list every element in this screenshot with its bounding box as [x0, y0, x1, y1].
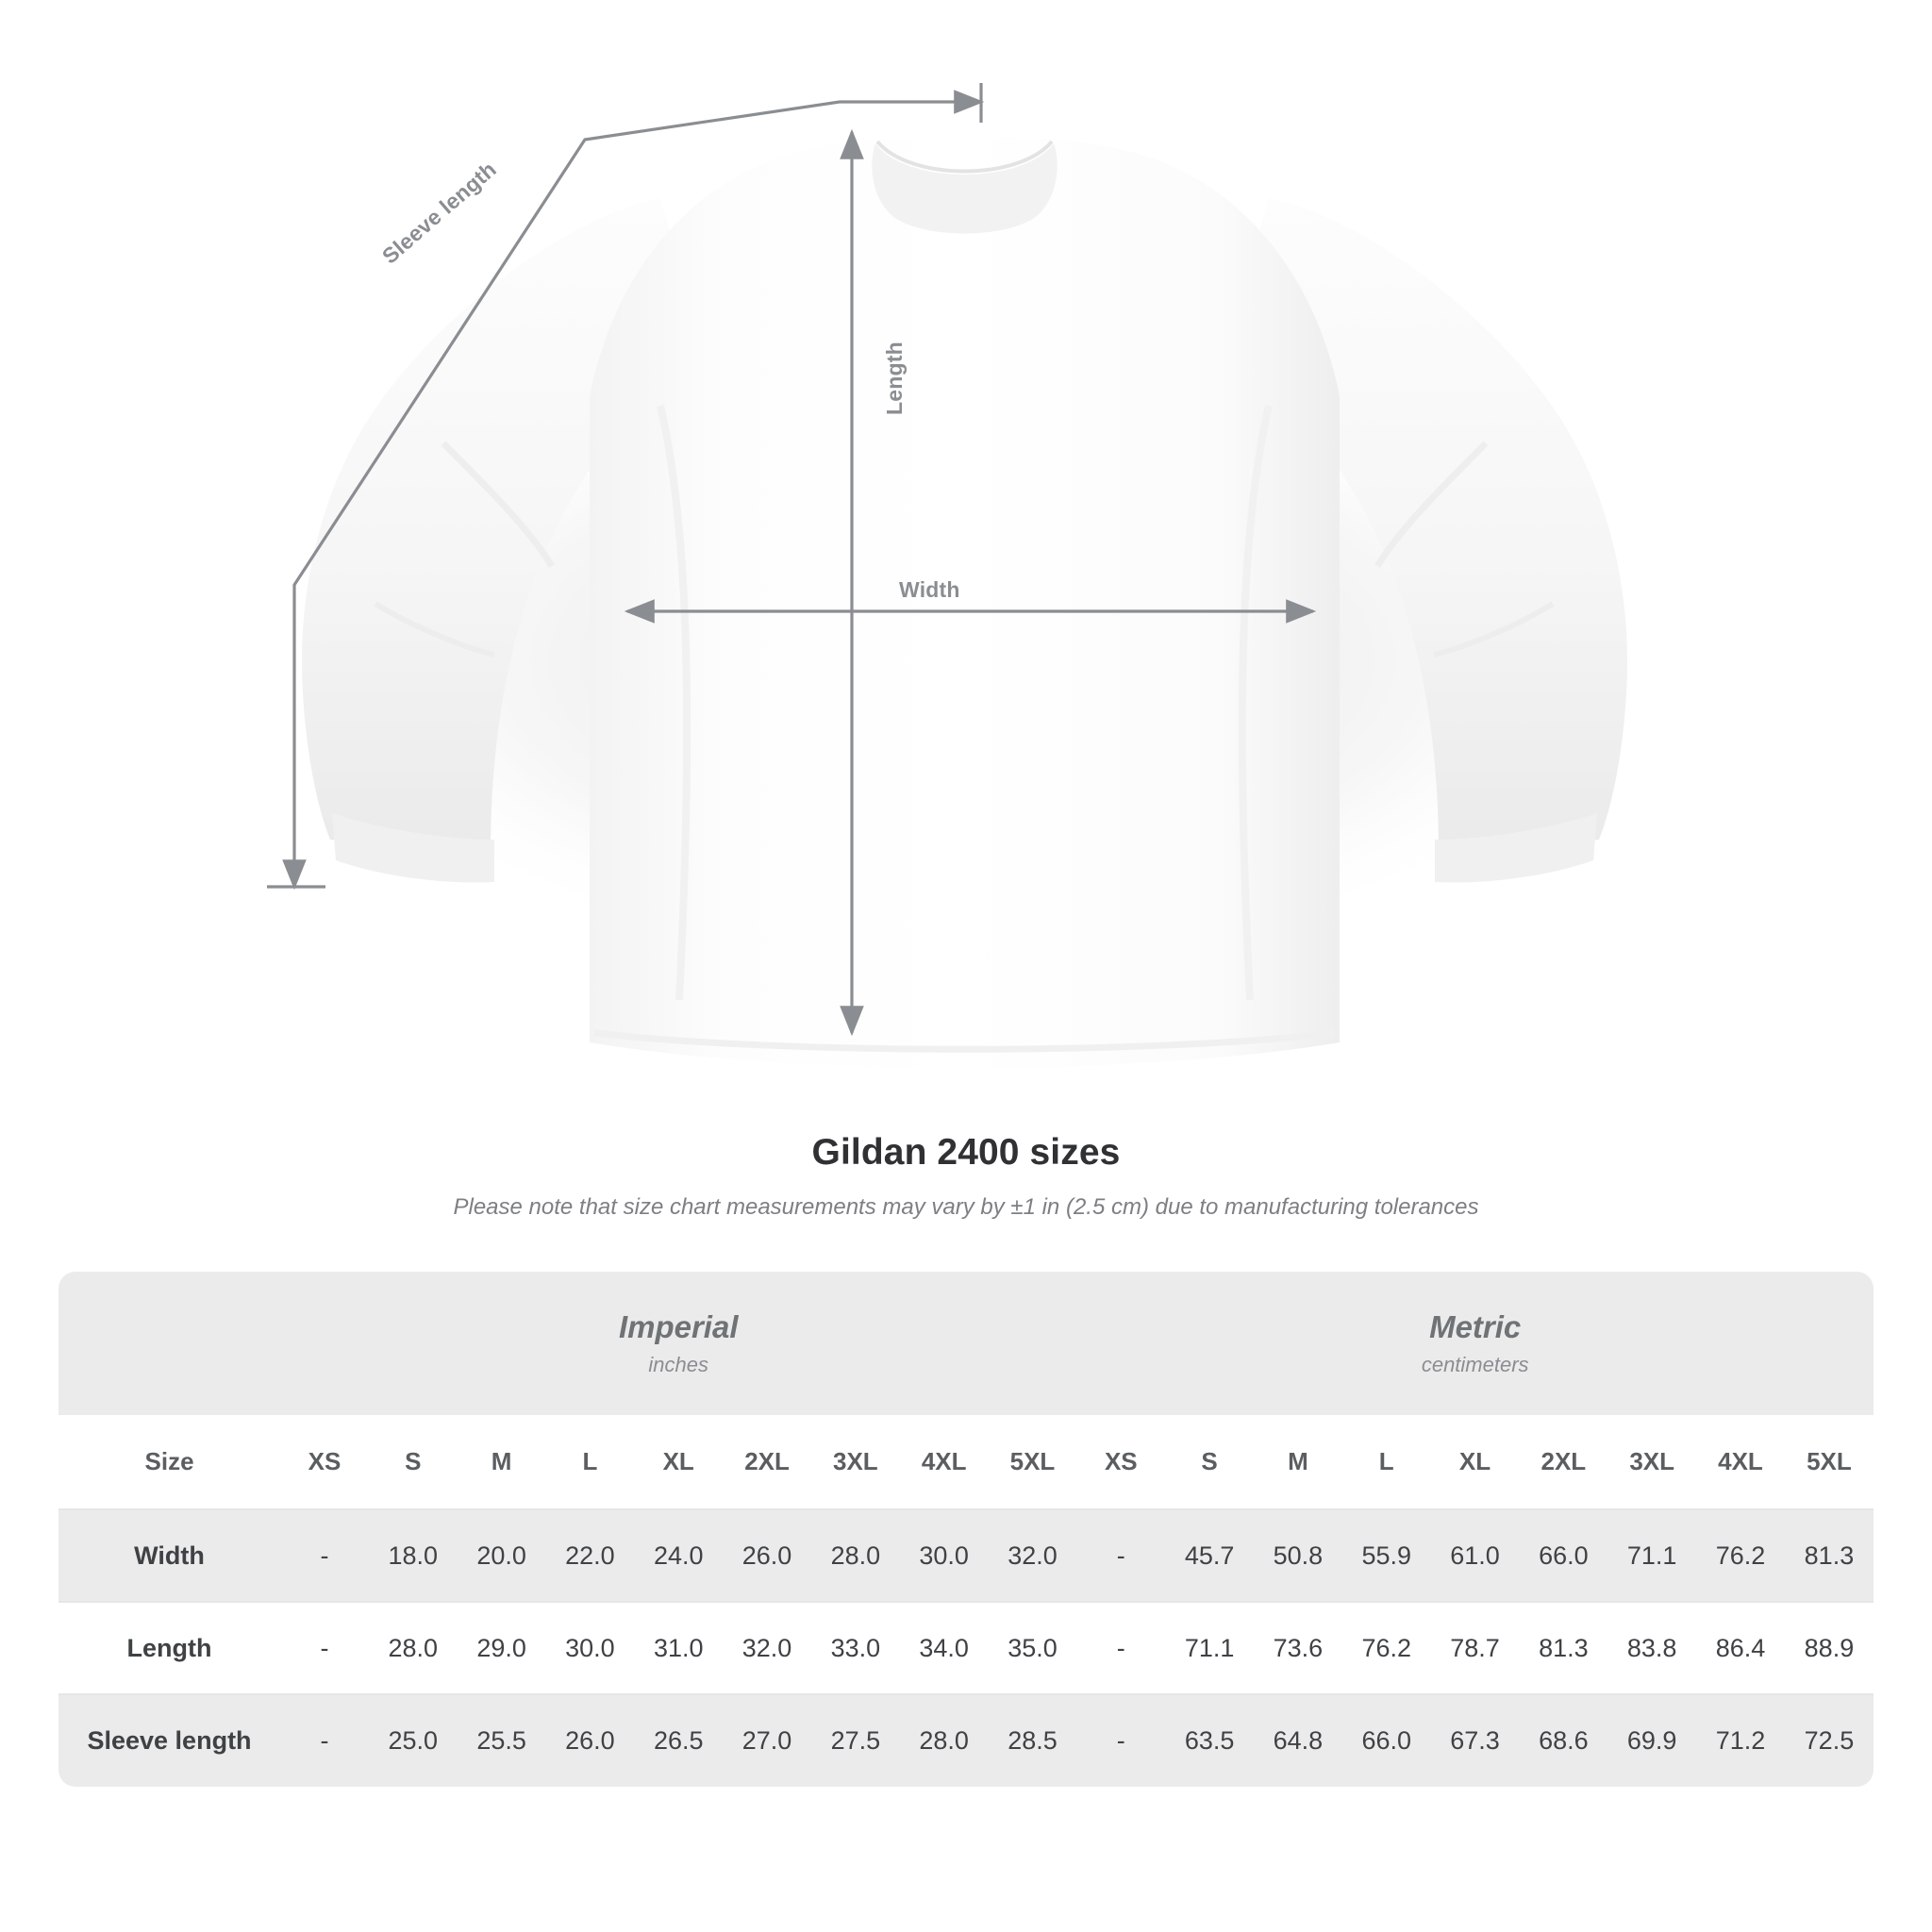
- cell: 67.3: [1431, 1694, 1520, 1787]
- size-col-imperial-2xl: 2XL: [723, 1415, 811, 1509]
- cell: 55.9: [1342, 1509, 1431, 1602]
- cell: 24.0: [634, 1509, 723, 1602]
- tolerance-note: Please note that size chart measurements may vary by ±1 in (2.5 cm) due to manufacturing tolerances: [453, 1194, 1479, 1220]
- cell: 83.8: [1607, 1602, 1696, 1694]
- cell: 86.4: [1696, 1602, 1785, 1694]
- cell: 72.5: [1785, 1694, 1874, 1787]
- cell: 34.0: [900, 1602, 989, 1694]
- cell: 30.0: [900, 1509, 989, 1602]
- unit-imperial-name: Imperial: [618, 1309, 739, 1344]
- cell: 88.9: [1785, 1602, 1874, 1694]
- cell: 68.6: [1519, 1694, 1607, 1787]
- size-col-metric-m: M: [1254, 1415, 1342, 1509]
- unit-metric-sub: centimeters: [1421, 1353, 1529, 1376]
- cell: 81.3: [1519, 1602, 1607, 1694]
- cell: 71.1: [1165, 1602, 1254, 1694]
- size-col-metric-l: L: [1342, 1415, 1431, 1509]
- cell: 32.0: [723, 1602, 811, 1694]
- size-col-metric-4xl: 4XL: [1696, 1415, 1785, 1509]
- cell: 61.0: [1431, 1509, 1520, 1602]
- cell: 27.0: [723, 1694, 811, 1787]
- page-title: Gildan 2400 sizes: [811, 1132, 1121, 1173]
- cell: 73.6: [1254, 1602, 1342, 1694]
- cell: 78.7: [1431, 1602, 1520, 1694]
- unit-header-row: [58, 1272, 1874, 1415]
- cell: 26.0: [723, 1509, 811, 1602]
- cell: 50.8: [1254, 1509, 1342, 1602]
- cell: -: [280, 1509, 369, 1602]
- cell: 30.0: [546, 1602, 635, 1694]
- size-col-metric-3xl: 3XL: [1607, 1415, 1696, 1509]
- unit-metric: [1076, 1272, 1874, 1415]
- cell: 28.0: [900, 1694, 989, 1787]
- table-row: [58, 1602, 1874, 1694]
- unit-spacer: [58, 1272, 280, 1415]
- cell: 69.9: [1607, 1694, 1696, 1787]
- cell: 29.0: [458, 1602, 546, 1694]
- cell: 64.8: [1254, 1694, 1342, 1787]
- size-col-metric-5xl: 5XL: [1785, 1415, 1874, 1509]
- cell: 27.5: [811, 1694, 900, 1787]
- cell: 76.2: [1342, 1602, 1431, 1694]
- size-col-imperial-3xl: 3XL: [811, 1415, 900, 1509]
- cell: 66.0: [1519, 1509, 1607, 1602]
- row-label-sleeve-length: Sleeve length: [58, 1694, 280, 1787]
- cell: -: [1076, 1602, 1165, 1694]
- unit-imperial-sub: inches: [648, 1353, 709, 1376]
- cell: 18.0: [369, 1509, 458, 1602]
- cell: 25.5: [458, 1694, 546, 1787]
- size-col-imperial-5xl: 5XL: [989, 1415, 1077, 1509]
- cell: 25.0: [369, 1694, 458, 1787]
- cell: 32.0: [989, 1509, 1077, 1602]
- size-col-metric-xl: XL: [1431, 1415, 1520, 1509]
- size-table: [58, 1272, 1874, 1787]
- cell: 20.0: [458, 1509, 546, 1602]
- table-row: [58, 1509, 1874, 1602]
- cell: 28.5: [989, 1694, 1077, 1787]
- length-label: Length: [882, 341, 907, 415]
- cell: 45.7: [1165, 1509, 1254, 1602]
- title-block: [0, 1132, 1932, 1221]
- size-header-label: Size: [58, 1415, 280, 1509]
- size-col-imperial-s: S: [369, 1415, 458, 1509]
- size-col-imperial-m: M: [458, 1415, 546, 1509]
- unit-imperial: [280, 1272, 1076, 1415]
- cell: 81.3: [1785, 1509, 1874, 1602]
- cell: 35.0: [989, 1602, 1077, 1694]
- size-col-imperial-xl: XL: [634, 1415, 723, 1509]
- size-col-imperial-l: L: [546, 1415, 635, 1509]
- cell: 28.0: [369, 1602, 458, 1694]
- size-header-row: [58, 1415, 1874, 1509]
- cell: 22.0: [546, 1509, 635, 1602]
- size-col-imperial-4xl: 4XL: [900, 1415, 989, 1509]
- cell: 28.0: [811, 1509, 900, 1602]
- row-label-length: Length: [58, 1602, 280, 1694]
- row-label-width: Width: [58, 1509, 280, 1602]
- cell: 31.0: [634, 1602, 723, 1694]
- unit-metric-name: Metric: [1429, 1309, 1522, 1344]
- cell: 71.2: [1696, 1694, 1785, 1787]
- cell: -: [1076, 1694, 1165, 1787]
- width-label: Width: [899, 577, 960, 602]
- cell: 71.1: [1607, 1509, 1696, 1602]
- sleeve-length-label: Sleeve length: [377, 157, 501, 269]
- size-col-metric-2xl: 2XL: [1519, 1415, 1607, 1509]
- cell: 33.0: [811, 1602, 900, 1694]
- cell: 76.2: [1696, 1509, 1785, 1602]
- cell: -: [280, 1694, 369, 1787]
- size-col-metric-xs: XS: [1076, 1415, 1165, 1509]
- size-col-imperial-xs: XS: [280, 1415, 369, 1509]
- cell: 63.5: [1165, 1694, 1254, 1787]
- cell: 26.0: [546, 1694, 635, 1787]
- size-col-metric-s: S: [1165, 1415, 1254, 1509]
- cell: 66.0: [1342, 1694, 1431, 1787]
- size-table-container: [58, 1272, 1874, 1787]
- table-row: [58, 1694, 1874, 1787]
- cell: -: [1076, 1509, 1165, 1602]
- cell: -: [280, 1602, 369, 1694]
- cell: 26.5: [634, 1694, 723, 1787]
